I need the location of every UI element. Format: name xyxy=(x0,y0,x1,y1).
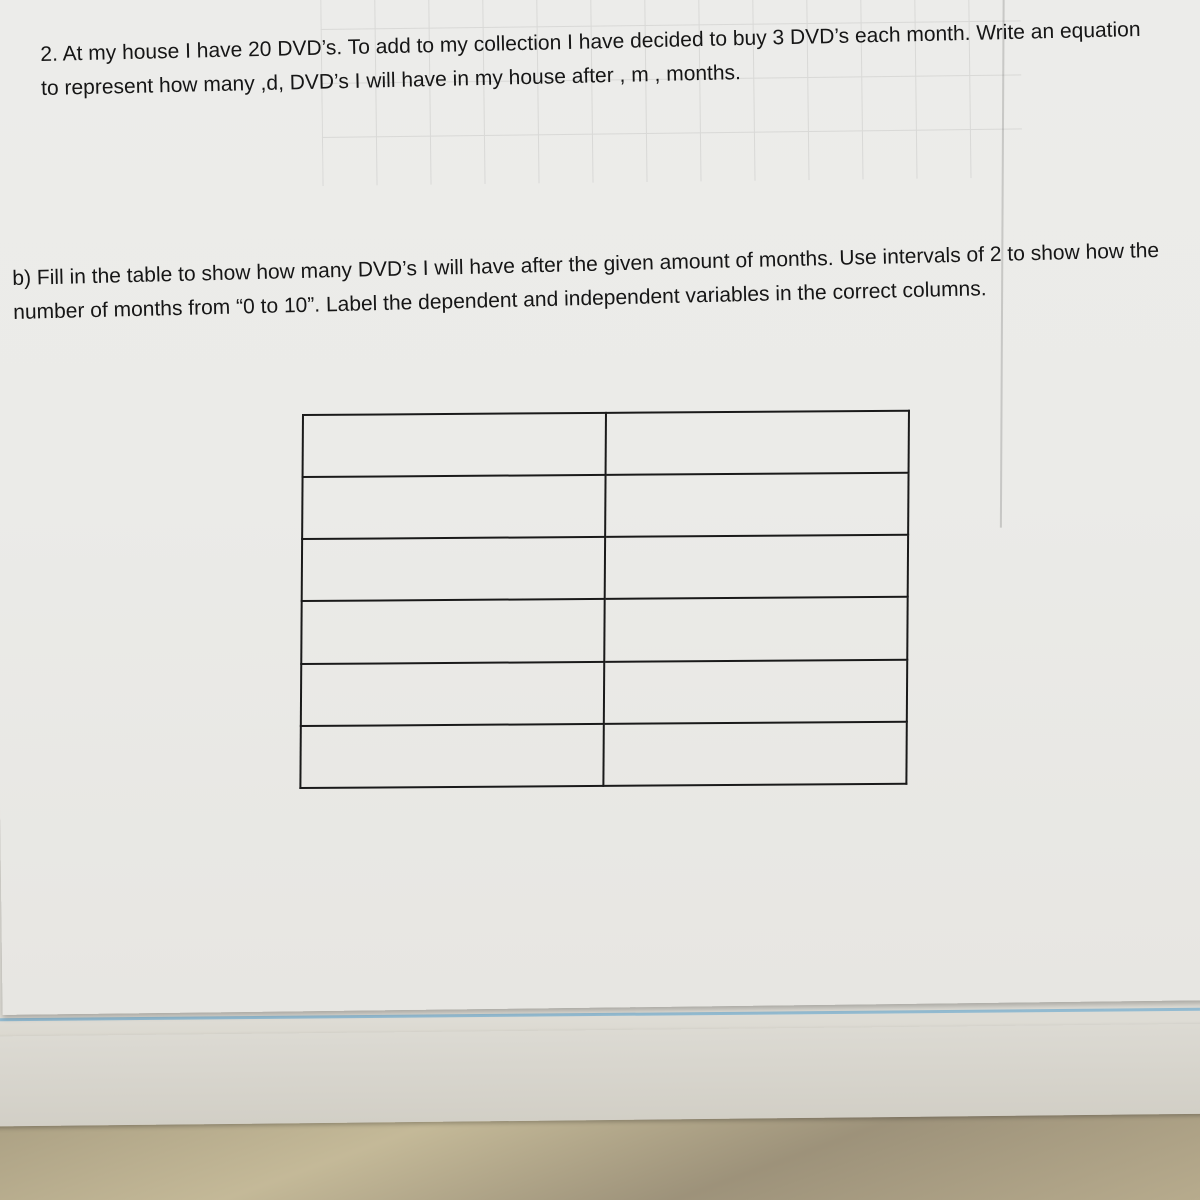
table-row xyxy=(301,597,907,663)
table-cell[interactable] xyxy=(603,722,906,786)
underlying-sheet xyxy=(0,1023,1200,1126)
table-cell[interactable] xyxy=(302,475,605,539)
question-b-text: b) Fill in the table to show how many DVD’s I will have after the given amount of months. Use intervals of 2 to show how the number of months from “0 to 10”. Label the dependent and independent variables in the correct columns. xyxy=(12,238,1160,324)
table-cell[interactable] xyxy=(302,537,605,601)
table-row xyxy=(300,722,906,788)
table-cell[interactable] xyxy=(301,662,604,726)
answer-table xyxy=(299,410,910,789)
table-row xyxy=(302,473,908,539)
table-cell[interactable] xyxy=(605,535,908,599)
table-cell[interactable] xyxy=(606,411,909,475)
table-cell[interactable] xyxy=(303,413,606,477)
table-row xyxy=(302,535,908,601)
table-cell[interactable] xyxy=(604,597,907,661)
table-cell[interactable] xyxy=(300,724,603,788)
table-row xyxy=(303,411,909,477)
table-cell[interactable] xyxy=(605,473,908,537)
table-cell[interactable] xyxy=(301,599,604,663)
table-row xyxy=(301,659,907,725)
question-2-text: 2. At my house I have 20 DVD’s. To add to my collection I have decided to buy 3 DVD’s each month. Write an equation to represent how many ,d, DVD’s I will have in my house after , m , months. xyxy=(40,18,1141,100)
answer-table-body xyxy=(300,411,909,788)
table-cell[interactable] xyxy=(604,659,907,723)
